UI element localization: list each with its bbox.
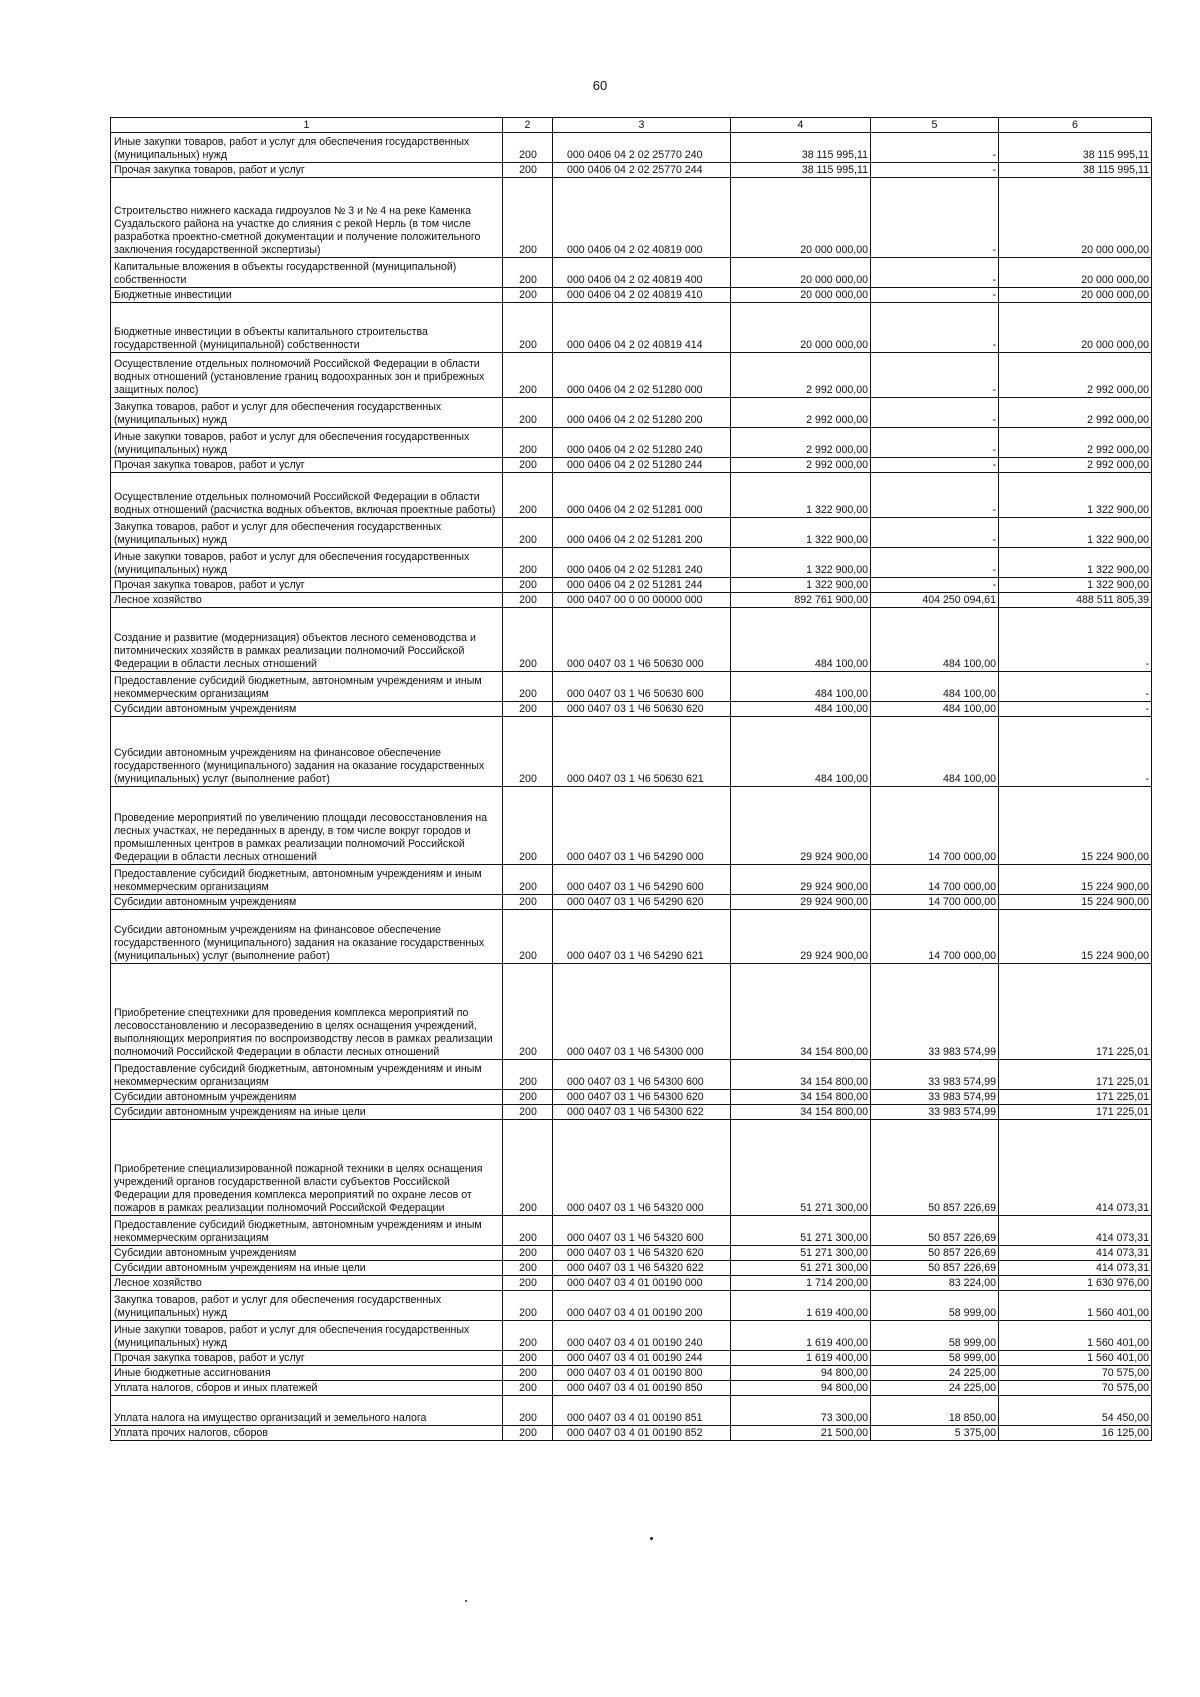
cell-unexecuted-amount: 38 115 995,11 bbox=[999, 163, 1152, 178]
cell-admin-code: 200 bbox=[503, 178, 553, 258]
table-row bbox=[111, 518, 1152, 548]
cell-approved-amount: 2 992 000,00 bbox=[731, 458, 871, 473]
cell-executed-amount: - bbox=[871, 473, 999, 518]
cell-unexecuted-amount: 414 073,31 bbox=[999, 1261, 1152, 1276]
cell-approved-amount: 34 154 800,00 bbox=[731, 964, 871, 1060]
cell-unexecuted-amount: 15 224 900,00 bbox=[999, 895, 1152, 910]
cell-approved-amount: 21 500,00 bbox=[731, 1426, 871, 1441]
cell-name: Закупка товаров, работ и услуг для обеспечения государственных (муниципальных) нужд bbox=[111, 398, 503, 428]
cell-executed-amount: - bbox=[871, 458, 999, 473]
cell-executed-amount: 14 700 000,00 bbox=[871, 895, 999, 910]
cell-name: Прочая закупка товаров, работ и услуг bbox=[111, 1351, 503, 1366]
cell-name: Иные закупки товаров, работ и услуг для обеспечения государственных (муниципальных) нужд bbox=[111, 428, 503, 458]
cell-admin-code: 200 bbox=[503, 473, 553, 518]
cell-executed-amount: 83 224,00 bbox=[871, 1276, 999, 1291]
cell-admin-code: 200 bbox=[503, 1396, 553, 1426]
cell-name: Прочая закупка товаров, работ и услуг bbox=[111, 163, 503, 178]
cell-name: Бюджетные инвестиции bbox=[111, 288, 503, 303]
cell-name: Лесное хозяйство bbox=[111, 593, 503, 608]
cell-approved-amount: 34 154 800,00 bbox=[731, 1090, 871, 1105]
cell-approved-amount: 484 100,00 bbox=[731, 717, 871, 787]
scan-speck bbox=[465, 1600, 467, 1602]
cell-executed-amount: 50 857 226,69 bbox=[871, 1120, 999, 1216]
table-row bbox=[111, 1276, 1152, 1291]
cell-unexecuted-amount: 2 992 000,00 bbox=[999, 458, 1152, 473]
cell-admin-code: 200 bbox=[503, 303, 553, 353]
cell-executed-amount: - bbox=[871, 398, 999, 428]
cell-executed-amount: - bbox=[871, 548, 999, 578]
cell-classification-code: 000 0407 03 4 01 00190 240 bbox=[553, 1321, 731, 1351]
cell-admin-code: 200 bbox=[503, 1291, 553, 1321]
table-row bbox=[111, 1090, 1152, 1105]
cell-name: Субсидии автономным учреждениям на иные цели bbox=[111, 1105, 503, 1120]
cell-unexecuted-amount: 414 073,31 bbox=[999, 1246, 1152, 1261]
cell-name: Предоставление субсидий бюджетным, автономным учреждениям и иным некоммерческим организациям bbox=[111, 672, 503, 702]
table-row bbox=[111, 303, 1152, 353]
cell-classification-code: 000 0407 03 4 01 00190 850 bbox=[553, 1381, 731, 1396]
cell-classification-code: 000 0406 04 2 02 51280 200 bbox=[553, 398, 731, 428]
cell-approved-amount: 29 924 900,00 bbox=[731, 787, 871, 865]
cell-approved-amount: 484 100,00 bbox=[731, 702, 871, 717]
cell-unexecuted-amount: 20 000 000,00 bbox=[999, 303, 1152, 353]
cell-classification-code: 000 0407 03 1 Ч6 54290 621 bbox=[553, 910, 731, 964]
cell-unexecuted-amount: 2 992 000,00 bbox=[999, 398, 1152, 428]
cell-unexecuted-amount: 1 560 401,00 bbox=[999, 1351, 1152, 1366]
table-body bbox=[111, 133, 1152, 1441]
cell-executed-amount: 484 100,00 bbox=[871, 672, 999, 702]
col-header-6: 6 bbox=[999, 118, 1152, 133]
cell-unexecuted-amount: 2 992 000,00 bbox=[999, 353, 1152, 398]
cell-name: Уплата прочих налогов, сборов bbox=[111, 1426, 503, 1441]
table-row bbox=[111, 578, 1152, 593]
cell-name: Уплата налогов, сборов и иных платежей bbox=[111, 1381, 503, 1396]
cell-admin-code: 200 bbox=[503, 608, 553, 672]
cell-executed-amount: 33 983 574,99 bbox=[871, 964, 999, 1060]
table-row bbox=[111, 1060, 1152, 1090]
cell-name: Осуществление отдельных полномочий Российской Федерации в области водных отношений (расчистка водных объектов, включая проектные работы) bbox=[111, 473, 503, 518]
cell-classification-code: 000 0407 00 0 00 00000 000 bbox=[553, 593, 731, 608]
cell-name: Капитальные вложения в объекты государственной (муниципальной) собственности bbox=[111, 258, 503, 288]
cell-unexecuted-amount: 2 992 000,00 bbox=[999, 428, 1152, 458]
cell-unexecuted-amount: 1 560 401,00 bbox=[999, 1321, 1152, 1351]
cell-name: Осуществление отдельных полномочий Российской Федерации в области водных отношений (установление границ водоохранных зон и прибрежных защитных полос) bbox=[111, 353, 503, 398]
cell-classification-code: 000 0407 03 1 Ч6 50630 600 bbox=[553, 672, 731, 702]
table-row bbox=[111, 1291, 1152, 1321]
cell-admin-code: 200 bbox=[503, 353, 553, 398]
cell-unexecuted-amount: 1 630 976,00 bbox=[999, 1276, 1152, 1291]
cell-admin-code: 200 bbox=[503, 1426, 553, 1441]
cell-admin-code: 200 bbox=[503, 865, 553, 895]
cell-classification-code: 000 0407 03 1 Ч6 54290 000 bbox=[553, 787, 731, 865]
cell-approved-amount: 38 115 995,11 bbox=[731, 133, 871, 163]
cell-admin-code: 200 bbox=[503, 1105, 553, 1120]
table-row bbox=[111, 1216, 1152, 1246]
cell-executed-amount: 14 700 000,00 bbox=[871, 910, 999, 964]
cell-name: Закупка товаров, работ и услуг для обеспечения государственных (муниципальных) нужд bbox=[111, 518, 503, 548]
cell-name: Лесное хозяйство bbox=[111, 1276, 503, 1291]
cell-executed-amount: 58 999,00 bbox=[871, 1291, 999, 1321]
cell-name: Строительство нижнего каскада гидроузлов № 3 и № 4 на реке Каменка Суздальского района на участке до слияния с рекой Нерль (в том числе разработка проектно-сметной документации и получение положительного заключения государственной экспертизы) bbox=[111, 178, 503, 258]
table-row bbox=[111, 398, 1152, 428]
cell-unexecuted-amount: 70 575,00 bbox=[999, 1366, 1152, 1381]
table-row bbox=[111, 548, 1152, 578]
cell-approved-amount: 20 000 000,00 bbox=[731, 178, 871, 258]
cell-classification-code: 000 0406 04 2 02 40819 000 bbox=[553, 178, 731, 258]
cell-unexecuted-amount: 488 511 805,39 bbox=[999, 593, 1152, 608]
cell-executed-amount: - bbox=[871, 578, 999, 593]
cell-approved-amount: 94 800,00 bbox=[731, 1381, 871, 1396]
cell-classification-code: 000 0407 03 4 01 00190 000 bbox=[553, 1276, 731, 1291]
cell-name: Субсидии автономным учреждениям bbox=[111, 895, 503, 910]
cell-name: Иные закупки товаров, работ и услуг для обеспечения государственных (муниципальных) нужд bbox=[111, 548, 503, 578]
cell-classification-code: 000 0406 04 2 02 51280 240 bbox=[553, 428, 731, 458]
cell-executed-amount: 50 857 226,69 bbox=[871, 1261, 999, 1276]
cell-executed-amount: 58 999,00 bbox=[871, 1351, 999, 1366]
cell-classification-code: 000 0406 04 2 02 51280 000 bbox=[553, 353, 731, 398]
cell-executed-amount: 50 857 226,69 bbox=[871, 1216, 999, 1246]
cell-classification-code: 000 0407 03 1 Ч6 54290 600 bbox=[553, 865, 731, 895]
cell-approved-amount: 20 000 000,00 bbox=[731, 303, 871, 353]
cell-approved-amount: 29 924 900,00 bbox=[731, 865, 871, 895]
cell-unexecuted-amount: 20 000 000,00 bbox=[999, 288, 1152, 303]
table-row bbox=[111, 1396, 1152, 1426]
table-row bbox=[111, 717, 1152, 787]
cell-approved-amount: 51 271 300,00 bbox=[731, 1261, 871, 1276]
col-header-2: 2 bbox=[503, 118, 553, 133]
cell-admin-code: 200 bbox=[503, 548, 553, 578]
header-row bbox=[111, 118, 1152, 133]
col-header-4: 4 bbox=[731, 118, 871, 133]
cell-approved-amount: 34 154 800,00 bbox=[731, 1105, 871, 1120]
cell-admin-code: 200 bbox=[503, 717, 553, 787]
cell-approved-amount: 1 619 400,00 bbox=[731, 1351, 871, 1366]
cell-approved-amount: 51 271 300,00 bbox=[731, 1246, 871, 1261]
cell-admin-code: 200 bbox=[503, 518, 553, 548]
cell-classification-code: 000 0406 04 2 02 40819 410 bbox=[553, 288, 731, 303]
table-row bbox=[111, 1120, 1152, 1216]
cell-name: Приобретение специализированной пожарной техники в целях оснащения учреждений органов государственной власти субъектов Российской Федерации для проведения комплекса мероприятий по охране лесов от пожаров в рамках реализации полномочий Российской Федерации bbox=[111, 1120, 503, 1216]
cell-admin-code: 200 bbox=[503, 702, 553, 717]
cell-executed-amount: 18 850,00 bbox=[871, 1396, 999, 1426]
cell-name: Субсидии автономным учреждениям bbox=[111, 1246, 503, 1261]
cell-classification-code: 000 0407 03 1 Ч6 50630 620 bbox=[553, 702, 731, 717]
cell-executed-amount: - bbox=[871, 303, 999, 353]
cell-unexecuted-amount: 54 450,00 bbox=[999, 1396, 1152, 1426]
cell-classification-code: 000 0406 04 2 02 40819 414 bbox=[553, 303, 731, 353]
cell-approved-amount: 484 100,00 bbox=[731, 672, 871, 702]
table-row bbox=[111, 702, 1152, 717]
cell-classification-code: 000 0407 03 1 Ч6 54320 620 bbox=[553, 1246, 731, 1261]
cell-executed-amount: 14 700 000,00 bbox=[871, 787, 999, 865]
cell-name: Предоставление субсидий бюджетным, автономным учреждениям и иным некоммерческим организациям bbox=[111, 1060, 503, 1090]
cell-unexecuted-amount: 70 575,00 bbox=[999, 1381, 1152, 1396]
cell-approved-amount: 29 924 900,00 bbox=[731, 910, 871, 964]
cell-unexecuted-amount: 38 115 995,11 bbox=[999, 133, 1152, 163]
cell-classification-code: 000 0406 04 2 02 51281 244 bbox=[553, 578, 731, 593]
cell-admin-code: 200 bbox=[503, 133, 553, 163]
cell-executed-amount: - bbox=[871, 163, 999, 178]
cell-name: Прочая закупка товаров, работ и услуг bbox=[111, 578, 503, 593]
cell-approved-amount: 73 300,00 bbox=[731, 1396, 871, 1426]
cell-executed-amount: 24 225,00 bbox=[871, 1366, 999, 1381]
cell-classification-code: 000 0406 04 2 02 40819 400 bbox=[553, 258, 731, 288]
cell-unexecuted-amount: 15 224 900,00 bbox=[999, 787, 1152, 865]
cell-admin-code: 200 bbox=[503, 787, 553, 865]
cell-admin-code: 200 bbox=[503, 578, 553, 593]
cell-unexecuted-amount: - bbox=[999, 672, 1152, 702]
table-row bbox=[111, 1351, 1152, 1366]
cell-unexecuted-amount: - bbox=[999, 608, 1152, 672]
cell-classification-code: 000 0407 03 4 01 00190 851 bbox=[553, 1396, 731, 1426]
cell-approved-amount: 1 322 900,00 bbox=[731, 578, 871, 593]
cell-unexecuted-amount: 1 322 900,00 bbox=[999, 548, 1152, 578]
cell-classification-code: 000 0407 03 1 Ч6 54320 600 bbox=[553, 1216, 731, 1246]
cell-classification-code: 000 0406 04 2 02 25770 244 bbox=[553, 163, 731, 178]
cell-classification-code: 000 0406 04 2 02 51281 200 bbox=[553, 518, 731, 548]
cell-classification-code: 000 0407 03 4 01 00190 244 bbox=[553, 1351, 731, 1366]
cell-approved-amount: 38 115 995,11 bbox=[731, 163, 871, 178]
cell-name: Субсидии автономным учреждениям bbox=[111, 1090, 503, 1105]
cell-unexecuted-amount: 171 225,01 bbox=[999, 1060, 1152, 1090]
cell-unexecuted-amount: - bbox=[999, 717, 1152, 787]
cell-executed-amount: 404 250 094,61 bbox=[871, 593, 999, 608]
budget-execution-table bbox=[110, 117, 1152, 1441]
cell-executed-amount: 14 700 000,00 bbox=[871, 865, 999, 895]
cell-admin-code: 200 bbox=[503, 1366, 553, 1381]
cell-admin-code: 200 bbox=[503, 1276, 553, 1291]
cell-name: Приобретение спецтехники для проведения комплекса мероприятий по лесовосстановлению и лесоразведению в целях оснащения учреждений, выполняющих мероприятия по воспроизводству лесов в рамках реализации полномочий Российской Федерации в области лесных отношений bbox=[111, 964, 503, 1060]
table-row bbox=[111, 787, 1152, 865]
cell-name: Иные закупки товаров, работ и услуг для обеспечения государственных (муниципальных) нужд bbox=[111, 1321, 503, 1351]
cell-name: Проведение мероприятий по увеличению площади лесовосстановления на лесных участках, не переданных в аренду, в том числе вокруг городов и промышленных центров в рамках реализации полномочий Российской Федерации в области лесных отношений bbox=[111, 787, 503, 865]
table-row bbox=[111, 1246, 1152, 1261]
cell-approved-amount: 1 322 900,00 bbox=[731, 548, 871, 578]
table-row bbox=[111, 178, 1152, 258]
cell-name: Субсидии автономным учреждениям на иные цели bbox=[111, 1261, 503, 1276]
cell-approved-amount: 1 619 400,00 bbox=[731, 1291, 871, 1321]
table-row bbox=[111, 1261, 1152, 1276]
table-row bbox=[111, 353, 1152, 398]
cell-approved-amount: 1 322 900,00 bbox=[731, 473, 871, 518]
cell-admin-code: 200 bbox=[503, 1321, 553, 1351]
cell-executed-amount: - bbox=[871, 288, 999, 303]
cell-classification-code: 000 0407 03 1 Ч6 54300 600 bbox=[553, 1060, 731, 1090]
cell-name: Иные закупки товаров, работ и услуг для обеспечения государственных (муниципальных) нужд bbox=[111, 133, 503, 163]
cell-classification-code: 000 0407 03 1 Ч6 54300 620 bbox=[553, 1090, 731, 1105]
cell-classification-code: 000 0407 03 4 01 00190 200 bbox=[553, 1291, 731, 1321]
cell-name: Прочая закупка товаров, работ и услуг bbox=[111, 458, 503, 473]
cell-approved-amount: 51 271 300,00 bbox=[731, 1216, 871, 1246]
cell-classification-code: 000 0407 03 1 Ч6 50630 621 bbox=[553, 717, 731, 787]
cell-approved-amount: 94 800,00 bbox=[731, 1366, 871, 1381]
cell-classification-code: 000 0407 03 4 01 00190 852 bbox=[553, 1426, 731, 1441]
cell-unexecuted-amount: 171 225,01 bbox=[999, 1090, 1152, 1105]
table-row bbox=[111, 895, 1152, 910]
cell-approved-amount: 892 761 900,00 bbox=[731, 593, 871, 608]
cell-executed-amount: - bbox=[871, 178, 999, 258]
cell-name: Иные бюджетные ассигнования bbox=[111, 1366, 503, 1381]
cell-admin-code: 200 bbox=[503, 1216, 553, 1246]
cell-unexecuted-amount: 171 225,01 bbox=[999, 964, 1152, 1060]
cell-classification-code: 000 0407 03 1 Ч6 54320 622 bbox=[553, 1261, 731, 1276]
table-row bbox=[111, 672, 1152, 702]
cell-executed-amount: 33 983 574,99 bbox=[871, 1090, 999, 1105]
cell-approved-amount: 1 714 200,00 bbox=[731, 1276, 871, 1291]
col-header-5: 5 bbox=[871, 118, 999, 133]
cell-executed-amount: 484 100,00 bbox=[871, 717, 999, 787]
cell-approved-amount: 2 992 000,00 bbox=[731, 353, 871, 398]
cell-approved-amount: 20 000 000,00 bbox=[731, 258, 871, 288]
table-row bbox=[111, 288, 1152, 303]
cell-unexecuted-amount: 414 073,31 bbox=[999, 1216, 1152, 1246]
table-row bbox=[111, 428, 1152, 458]
table-row bbox=[111, 1321, 1152, 1351]
table-row bbox=[111, 458, 1152, 473]
cell-unexecuted-amount: 20 000 000,00 bbox=[999, 178, 1152, 258]
cell-executed-amount: 33 983 574,99 bbox=[871, 1105, 999, 1120]
cell-name: Закупка товаров, работ и услуг для обеспечения государственных (муниципальных) нужд bbox=[111, 1291, 503, 1321]
cell-name: Субсидии автономным учреждениям на финансовое обеспечение государственного (муниципального) задания на оказание государственных (муниципальных) услуг (выполнение работ) bbox=[111, 717, 503, 787]
cell-approved-amount: 1 322 900,00 bbox=[731, 518, 871, 548]
table-row bbox=[111, 473, 1152, 518]
page-number: 60 bbox=[592, 78, 608, 93]
col-header-3: 3 bbox=[553, 118, 731, 133]
table-row bbox=[111, 865, 1152, 895]
table-row bbox=[111, 1366, 1152, 1381]
cell-classification-code: 000 0406 04 2 02 51281 240 bbox=[553, 548, 731, 578]
cell-executed-amount: - bbox=[871, 133, 999, 163]
cell-unexecuted-amount: 15 224 900,00 bbox=[999, 865, 1152, 895]
cell-unexecuted-amount: 20 000 000,00 bbox=[999, 258, 1152, 288]
cell-admin-code: 200 bbox=[503, 1120, 553, 1216]
cell-classification-code: 000 0406 04 2 02 51281 000 bbox=[553, 473, 731, 518]
table-row bbox=[111, 133, 1152, 163]
cell-executed-amount: - bbox=[871, 353, 999, 398]
cell-unexecuted-amount: 1 322 900,00 bbox=[999, 473, 1152, 518]
cell-name: Создание и развитие (модернизация) объектов лесного семеноводства и питомнических хозяйств в рамках реализации полномочий Российской Федерации в области лесных отношений bbox=[111, 608, 503, 672]
cell-unexecuted-amount: 1 322 900,00 bbox=[999, 578, 1152, 593]
cell-executed-amount: 58 999,00 bbox=[871, 1321, 999, 1351]
table-row bbox=[111, 163, 1152, 178]
cell-unexecuted-amount: 16 125,00 bbox=[999, 1426, 1152, 1441]
cell-admin-code: 200 bbox=[503, 895, 553, 910]
cell-executed-amount: 484 100,00 bbox=[871, 608, 999, 672]
cell-admin-code: 200 bbox=[503, 1381, 553, 1396]
table-row bbox=[111, 593, 1152, 608]
cell-admin-code: 200 bbox=[503, 1246, 553, 1261]
cell-unexecuted-amount: 1 560 401,00 bbox=[999, 1291, 1152, 1321]
cell-unexecuted-amount: 15 224 900,00 bbox=[999, 910, 1152, 964]
cell-approved-amount: 2 992 000,00 bbox=[731, 398, 871, 428]
cell-admin-code: 200 bbox=[503, 1090, 553, 1105]
cell-unexecuted-amount: 1 322 900,00 bbox=[999, 518, 1152, 548]
cell-admin-code: 200 bbox=[503, 288, 553, 303]
cell-name: Уплата налога на имущество организаций и земельного налога bbox=[111, 1396, 503, 1426]
cell-executed-amount: 33 983 574,99 bbox=[871, 1060, 999, 1090]
cell-admin-code: 200 bbox=[503, 163, 553, 178]
cell-name: Субсидии автономным учреждениям на финансовое обеспечение государственного (муниципального) задания на оказание государственных (муниципальных) услуг (выполнение работ) bbox=[111, 910, 503, 964]
cell-classification-code: 000 0407 03 1 Ч6 54290 620 bbox=[553, 895, 731, 910]
cell-executed-amount: - bbox=[871, 428, 999, 458]
cell-admin-code: 200 bbox=[503, 672, 553, 702]
cell-approved-amount: 34 154 800,00 bbox=[731, 1060, 871, 1090]
cell-classification-code: 000 0407 03 1 Ч6 54300 622 bbox=[553, 1105, 731, 1120]
cell-classification-code: 000 0407 03 1 Ч6 54300 000 bbox=[553, 964, 731, 1060]
cell-classification-code: 000 0407 03 1 Ч6 50630 000 bbox=[553, 608, 731, 672]
cell-approved-amount: 484 100,00 bbox=[731, 608, 871, 672]
cell-executed-amount: - bbox=[871, 518, 999, 548]
cell-approved-amount: 20 000 000,00 bbox=[731, 288, 871, 303]
cell-unexecuted-amount: - bbox=[999, 702, 1152, 717]
cell-admin-code: 200 bbox=[503, 1060, 553, 1090]
table-row bbox=[111, 1105, 1152, 1120]
table-row bbox=[111, 910, 1152, 964]
cell-admin-code: 200 bbox=[503, 910, 553, 964]
cell-unexecuted-amount: 414 073,31 bbox=[999, 1120, 1152, 1216]
cell-classification-code: 000 0406 04 2 02 25770 240 bbox=[553, 133, 731, 163]
cell-classification-code: 000 0407 03 1 Ч6 54320 000 bbox=[553, 1120, 731, 1216]
cell-executed-amount: - bbox=[871, 258, 999, 288]
cell-admin-code: 200 bbox=[503, 458, 553, 473]
table-row bbox=[111, 608, 1152, 672]
cell-admin-code: 200 bbox=[503, 1351, 553, 1366]
table-row bbox=[111, 964, 1152, 1060]
cell-name: Предоставление субсидий бюджетным, автономным учреждениям и иным некоммерческим организациям bbox=[111, 1216, 503, 1246]
cell-unexecuted-amount: 171 225,01 bbox=[999, 1105, 1152, 1120]
cell-name: Бюджетные инвестиции в объекты капитального строительства государственной (муниципальной) собственности bbox=[111, 303, 503, 353]
cell-approved-amount: 29 924 900,00 bbox=[731, 895, 871, 910]
cell-classification-code: 000 0406 04 2 02 51280 244 bbox=[553, 458, 731, 473]
table-row bbox=[111, 1381, 1152, 1396]
cell-admin-code: 200 bbox=[503, 593, 553, 608]
scan-speck bbox=[650, 1537, 653, 1540]
cell-name: Субсидии автономным учреждениям bbox=[111, 702, 503, 717]
cell-admin-code: 200 bbox=[503, 1261, 553, 1276]
cell-executed-amount: 484 100,00 bbox=[871, 702, 999, 717]
col-header-1: 1 bbox=[111, 118, 503, 133]
cell-executed-amount: 24 225,00 bbox=[871, 1381, 999, 1396]
cell-admin-code: 200 bbox=[503, 428, 553, 458]
cell-executed-amount: 50 857 226,69 bbox=[871, 1246, 999, 1261]
cell-approved-amount: 1 619 400,00 bbox=[731, 1321, 871, 1351]
cell-admin-code: 200 bbox=[503, 398, 553, 428]
cell-admin-code: 200 bbox=[503, 258, 553, 288]
cell-classification-code: 000 0407 03 4 01 00190 800 bbox=[553, 1366, 731, 1381]
cell-executed-amount: 5 375,00 bbox=[871, 1426, 999, 1441]
cell-admin-code: 200 bbox=[503, 964, 553, 1060]
cell-approved-amount: 2 992 000,00 bbox=[731, 428, 871, 458]
cell-name: Предоставление субсидий бюджетным, автономным учреждениям и иным некоммерческим организациям bbox=[111, 865, 503, 895]
table-row bbox=[111, 258, 1152, 288]
cell-approved-amount: 51 271 300,00 bbox=[731, 1120, 871, 1216]
table-row bbox=[111, 1426, 1152, 1441]
